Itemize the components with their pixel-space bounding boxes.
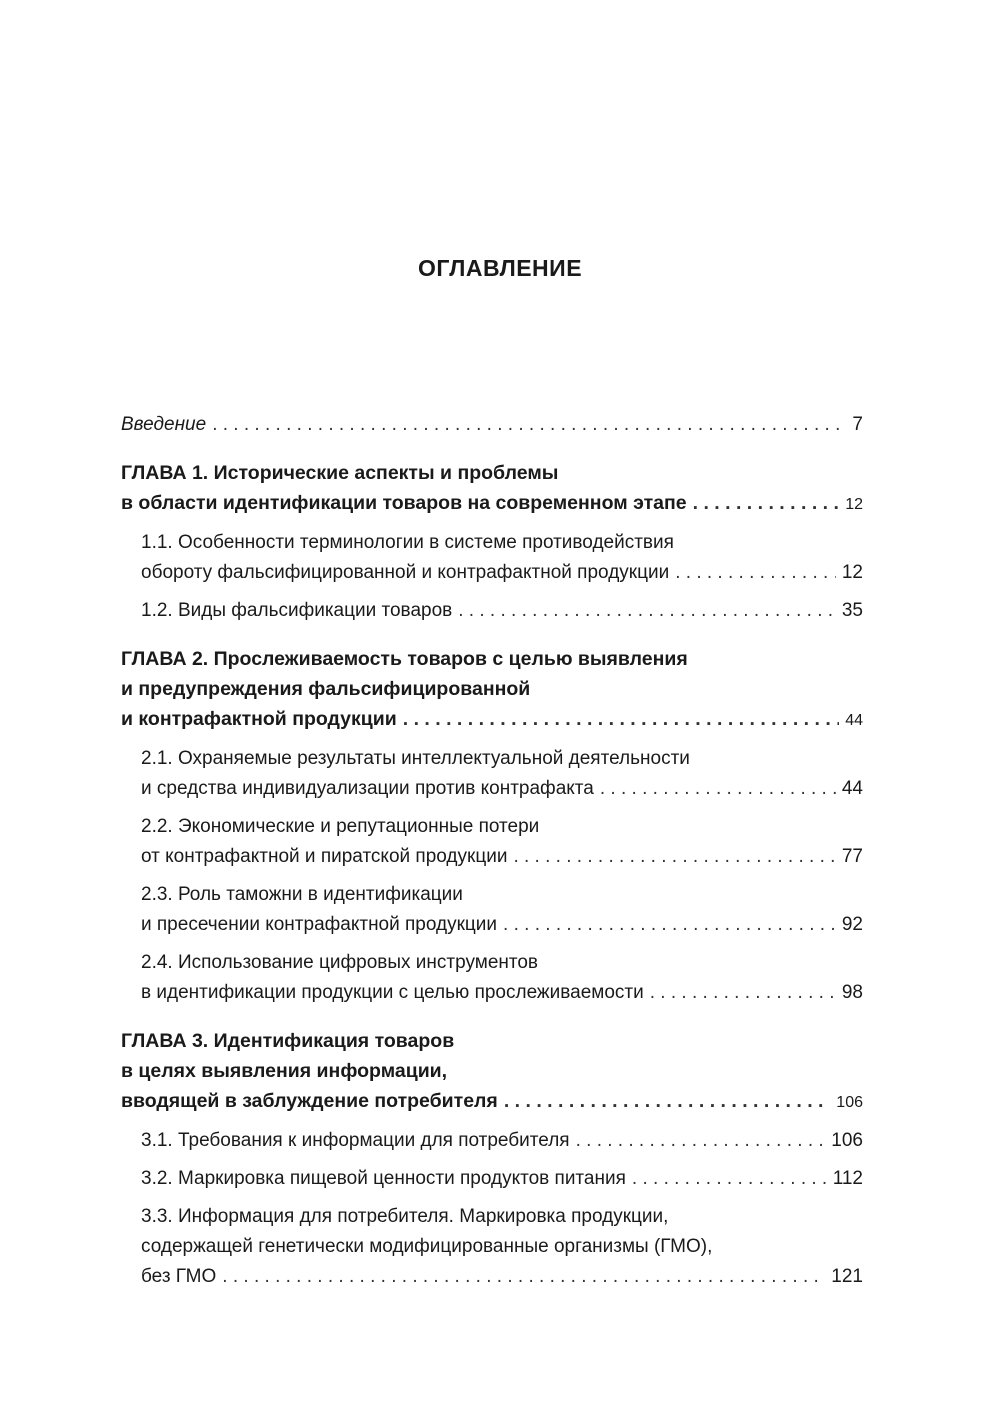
toc-chapter-3[interactable] [121,1026,863,1118]
dot-leader [222,1262,825,1292]
section-title-line: содержащей генетически модифицированные организмы (ГМО), [141,1236,713,1257]
toc-page-number: 12 [845,496,863,513]
table-of-contents [121,410,863,1292]
section-title-text: 3.2. Маркировка пищевой ценности продуктов питания [141,1168,626,1189]
dot-leader [576,1126,826,1156]
dot-leader [504,1086,830,1116]
chapter-title-last-line [121,1086,863,1118]
section-title-line: 1.1. Особенности терминологии в системе противодействия [141,532,674,553]
chapter-title-line: в целях выявления информации, [121,1060,448,1082]
toc-chapter-1[interactable] [121,458,863,520]
section-title-text: без ГМО [141,1266,217,1287]
chapter-title-line: ГЛАВА 1. Исторические аспекты и проблемы [121,462,559,484]
section-title-line: 2.1. Охраняемые результаты интеллектуальной деятельности [141,748,690,769]
section-title-text: 1.2. Виды фальсификации товаров [141,600,453,621]
toc-section-3-2[interactable] [121,1164,863,1194]
dot-leader [503,910,836,940]
toc-entry-label: Введение [121,414,207,435]
dot-leader [458,596,836,626]
chapter-title-text: и контрафактной продукции [121,708,397,730]
section-title-line: 2.4. Использование цифровых инструментов [141,952,539,973]
dot-leader [693,488,840,518]
chapter-title-last-line [121,488,863,520]
section-title-last-line [141,774,863,804]
toc-section-3-1[interactable] [121,1126,863,1156]
toc-page-number: 98 [841,982,863,1003]
chapter-title-text: в области идентификации товаров на современном этапе [121,492,687,514]
toc-page-number: 112 [832,1168,863,1189]
dot-leader [632,1164,827,1194]
toc-chapter-2[interactable] [121,644,863,736]
section-title-line: 2.3. Роль таможни в идентификации [141,884,463,905]
page-title: ОГЛАВЛЕНИЕ [417,255,583,281]
toc-page-number: 7 [852,414,863,435]
toc-page-number: 35 [841,600,863,621]
section-title-last-line [141,910,863,940]
toc-section-3-3[interactable] [121,1202,863,1292]
toc-page-number: 106 [831,1130,863,1151]
section-title-last-line [141,596,863,626]
dot-leader [212,410,846,440]
toc-section-2-4[interactable] [121,948,863,1008]
toc-section-2-1[interactable] [121,744,863,804]
dot-leader [650,978,836,1008]
section-title-line: 2.2. Экономические и репутационные потери [141,816,540,837]
section-title-line: 3.3. Информация для потребителя. Маркировка продукции, [141,1206,669,1227]
chapter-title-line: ГЛАВА 2. Прослеживаемость товаров с целью выявления [121,648,688,670]
dot-leader [600,774,836,804]
toc-section-1-2[interactable] [121,596,863,626]
toc-entry-intro[interactable] [121,410,863,440]
toc-page-number: 77 [841,846,863,867]
dot-leader [513,842,835,872]
section-title-last-line [141,1262,863,1292]
section-title-text: и средства индивидуализации против контрафакта [141,778,594,799]
section-title-last-line [141,842,863,872]
section-title-text: 3.1. Требования к информации для потребителя [141,1130,570,1151]
section-title-last-line [141,558,863,588]
dot-leader [675,558,836,588]
section-title-text: от контрафактной и пиратской продукции [141,846,508,867]
toc-page-number: 12 [841,562,863,583]
toc-page-number: 106 [836,1094,863,1111]
section-title-last-line [141,1126,863,1156]
dot-leader [403,704,839,734]
section-title-text: и пресечении контрафактной продукции [141,914,498,935]
toc-section-2-3[interactable] [121,880,863,940]
section-title-last-line [141,978,863,1008]
section-title-last-line [141,1164,863,1194]
toc-section-2-2[interactable] [121,812,863,872]
chapter-title-line: и предупреждения фальсифицированной [121,678,531,700]
toc-section-1-1[interactable] [121,528,863,588]
chapter-title-line: ГЛАВА 3. Идентификация товаров [121,1030,455,1052]
toc-page-number: 44 [841,778,863,799]
toc-page-number: 121 [831,1266,863,1287]
chapter-title-last-line [121,704,863,736]
toc-page-number: 92 [841,914,863,935]
toc-page-number: 44 [845,712,863,729]
section-title-text: в идентификации продукции с целью прослеживаемости [141,982,644,1003]
section-title-text: обороту фальсифицированной и контрафактной продукции [141,562,670,583]
chapter-title-text: вводящей в заблуждение потребителя [121,1090,498,1112]
